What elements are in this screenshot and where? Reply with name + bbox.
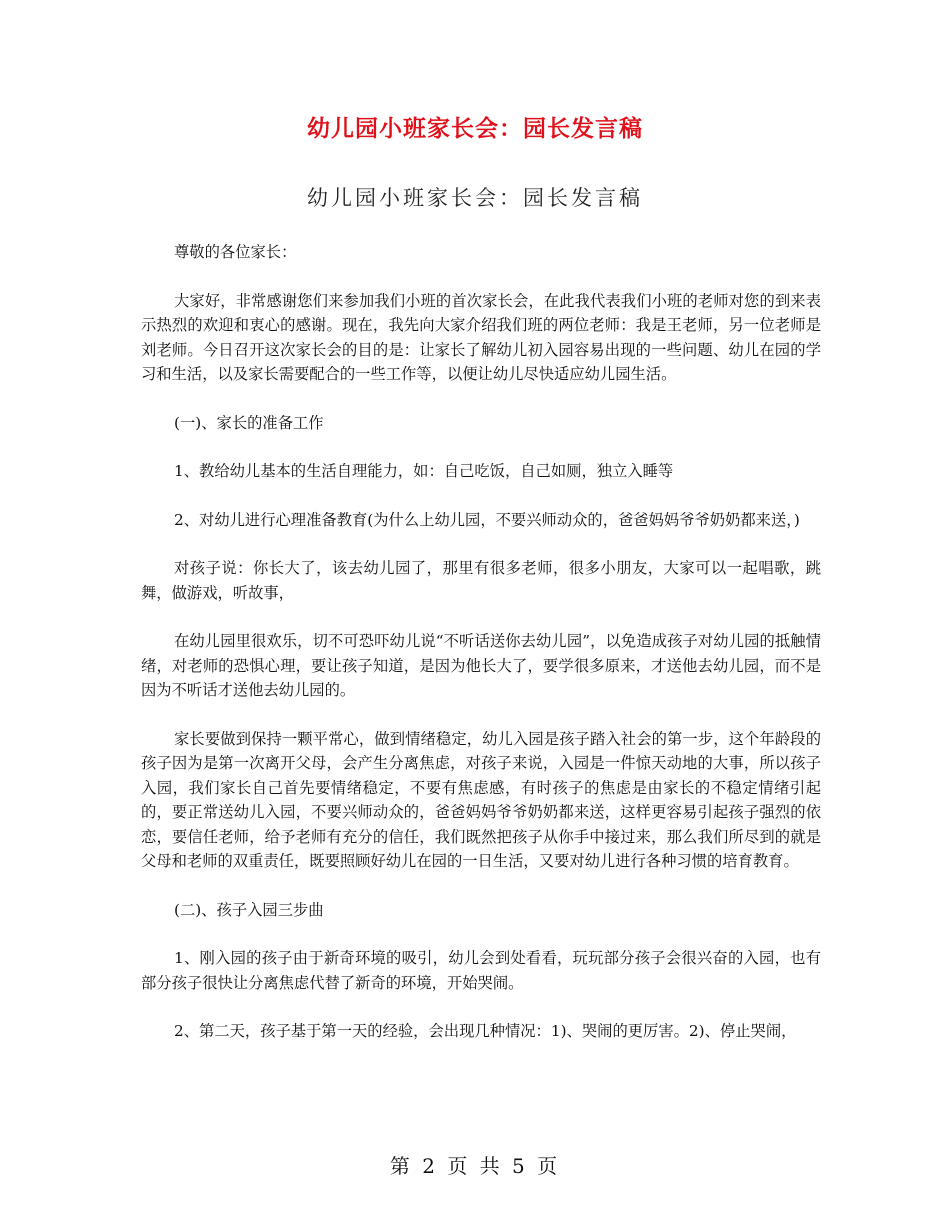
document-body: [141, 240, 821, 1068]
paragraph-intro: 大家好，非常感谢您们来参加我们小班的首次家长会，在此我代表我们小班的老师对您的到来表示热烈的欢迎和衷心的感谢。现在，我先向大家介绍我们班的两位老师：我是王老师，另一位老师是刘老师。今日召开这次家长会的目的是：让家长了解幼儿初入园容易出现的一些问题、幼儿在园的学习和生活，以及家长需要配合的一些工作等，以便让幼儿尽快适应幼儿园生活。: [141, 291, 821, 383]
paragraph-greeting: 尊敬的各位家长：: [174, 243, 297, 261]
paragraph-step-2: 2、第二天，孩子基于第一天的经验，会出现几种情况：1)、哭闹的更厉害。2)、停止哭闹，: [174, 1022, 797, 1040]
paragraph-item-1: 1、教给幼儿基本的生活自理能力，如：自己吃饭，自己如厕，独立入睡等: [174, 462, 674, 480]
document-title: 幼儿园小班家长会：园长发言稿: [307, 116, 643, 142]
paragraph-parents-calm: 家长要做到保持一颗平常心，做到情绪稳定，幼儿入园是孩子踏入社会的第一步，这个年龄段的孩子因为是第一次离开父母，会产生分离焦虑，对孩子来说，入园是一件惊天动地的大事，所以孩子入园，我们家长自己首先要情绪稳定，不要有焦虑感，有时孩子的焦虑是由家长的不稳定情绪引起的，要正常送幼儿入园，不要兴师动众的，爸爸妈妈爷爷奶奶都来送，这样更容易引起孩子强烈的依恋，要信任老师，给予老师有充分的信任，我们既然把孩子从你手中接过来，那么我们所尽到的就是父母和老师的双重责任，既要照顾好幼儿在园的一日生活，又要对幼儿进行各种习惯的培育教育。: [141, 729, 821, 870]
paragraph-kindergarten-fun: 在幼儿园里很欢乐，切不可恐吓幼儿说“不听话送你去幼儿园”，以免造成孩子对幼儿园的抵触情绪，对老师的恐惧心理，要让孩子知道，是因为他长大了，要学很多原来，才送他去幼儿园，而不是因为不听话才送他去幼儿园的。: [141, 632, 821, 699]
section-heading-1: (一)、家长的准备工作: [174, 413, 324, 432]
section-heading-2: (二)、孩子入园三步曲: [174, 900, 324, 919]
paragraph-item-2: 2、对幼儿进行心理准备教育(为什么上幼儿园，不要兴师动众的，爸爸妈妈爷爷奶奶都来送，): [174, 510, 800, 529]
paragraph-tell-child: 对孩子说：你长大了，该去幼儿园了，那里有很多老师，很多小朋友，大家可以一起唱歌，跳舞，做游戏，听故事，: [141, 559, 821, 602]
document-subtitle: 幼儿园小班家长会：园长发言稿: [307, 186, 643, 210]
page-footer: 第 2 页 共 5 页: [389, 1154, 561, 1178]
paragraph-step-1: 1、刚入园的孩子由于新奇环境的吸引，幼儿会到处看看，玩玩部分孩子会很兴奋的入园，也有部分孩子很快让分离焦虑代替了新奇的环境，开始哭闹。: [141, 949, 821, 992]
